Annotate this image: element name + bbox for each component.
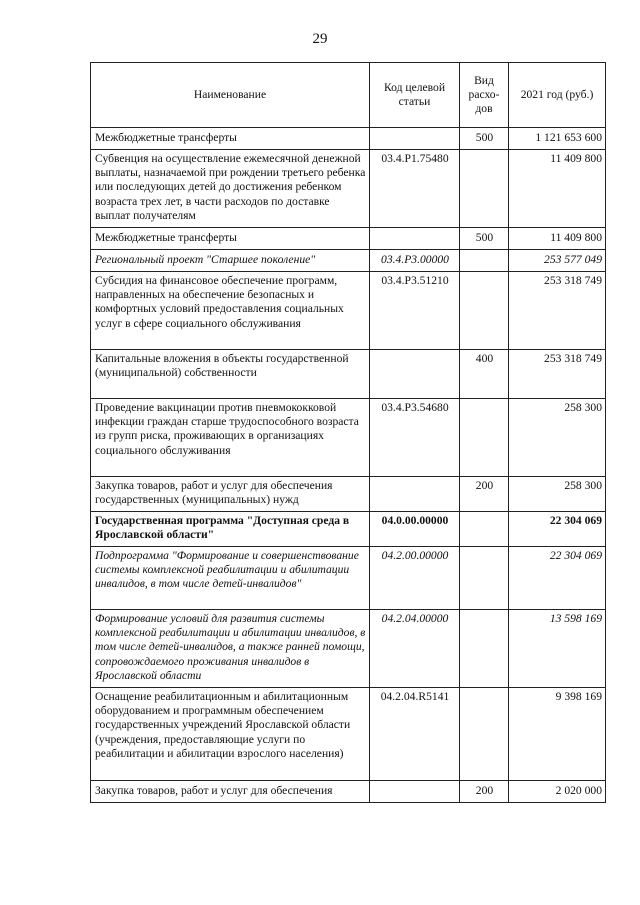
row-name: Закупка товаров, работ и услуг для обеспечения государственных (муниципальных) нужд [91,477,370,512]
row-type: 200 [460,477,509,512]
row-amount: 258 300 [509,477,606,512]
table-row [91,228,606,250]
row-name: Закупка товаров, работ и услуг для обеспечения [91,781,370,803]
row-name: Межбюджетные трансферты [91,128,370,150]
row-amount: 22 304 069 [509,547,606,610]
row-type: 200 [460,781,509,803]
row-name: Капитальные вложения в объекты государственной (муниципальной) собственности [91,350,370,399]
table-row [91,512,606,547]
row-amount: 1 121 653 600 [509,128,606,150]
row-amount: 2 020 000 [509,781,606,803]
table-row [91,610,606,688]
budget-table [90,62,606,803]
row-name: Субсидия на финансовое обеспечение программ, направленных на обеспечение безопасных и комфортных условий предоставления социальных услуг в сфере социального обслуживания [91,272,370,350]
row-type [460,610,509,688]
row-type [460,250,509,272]
row-name: Проведение вакцинации против пневмококковой инфекции граждан старше трудоспособного возраста из групп риска, проживающих в организациях социального обслуживания [91,399,370,477]
row-name: Оснащение реабилитационным и абилитационным оборудованием и программным обеспечением государственных учреждений Ярославской области (учреждения, предоставляющие услуги по реабилитации и абилитации взрослого населения) [91,688,370,781]
row-type [460,512,509,547]
table-row [91,150,606,228]
row-type [460,688,509,781]
row-code: 03.4.P3.54680 [370,399,460,477]
header-type: Вид расхо-дов [460,63,509,128]
table-row [91,688,606,781]
row-amount: 22 304 069 [509,512,606,547]
row-amount: 11 409 800 [509,228,606,250]
row-code: 04.2.04.00000 [370,610,460,688]
row-amount: 253 318 749 [509,272,606,350]
row-code: 04.2.00.00000 [370,547,460,610]
row-code [370,350,460,399]
row-code [370,228,460,250]
row-code: 03.4.P3.00000 [370,250,460,272]
row-name: Региональный проект "Старшее поколение" [91,250,370,272]
header-code: Код целевой статьи [370,63,460,128]
header-amount: 2021 год (руб.) [509,63,606,128]
row-code [370,781,460,803]
row-name: Государственная программа "Доступная среда в Ярославской области" [91,512,370,547]
row-type [460,399,509,477]
table-row [91,272,606,350]
row-type: 500 [460,228,509,250]
table-row [91,547,606,610]
row-amount: 258 300 [509,399,606,477]
row-amount: 13 598 169 [509,610,606,688]
header-name: Наименование [91,63,370,128]
row-code [370,477,460,512]
row-type [460,547,509,610]
row-type [460,272,509,350]
page-number: 29 [312,31,328,47]
row-code: 03.4.P3.51210 [370,272,460,350]
row-code: 04.0.00.00000 [370,512,460,547]
table-row [91,250,606,272]
row-type [460,150,509,228]
table-row [91,128,606,150]
row-amount: 9 398 169 [509,688,606,781]
row-code: 03.4.P1.75480 [370,150,460,228]
row-name: Межбюджетные трансферты [91,228,370,250]
table-row [91,781,606,803]
row-amount: 11 409 800 [509,150,606,228]
table-row [91,477,606,512]
row-code [370,128,460,150]
table-header-row [91,63,606,128]
row-type: 500 [460,128,509,150]
table-row [91,399,606,477]
row-code: 04.2.04.R5141 [370,688,460,781]
row-name: Подпрограмма "Формирование и совершенствование системы комплексной реабилитации и абилитации инвалидов, в том числе детей-инвалидов" [91,547,370,610]
row-name: Субвенция на осуществление ежемесячной денежной выплаты, назначаемой при рождении третьего ребенка или последующих детей до достижения ребенком возраста трех лет, в части расходов по доставке выплат получателям [91,150,370,228]
row-amount: 253 577 049 [509,250,606,272]
row-name: Формирование условий для развития системы комплексной реабилитации и абилитации инвалидов, в том числе детей-инвалидов, а также ранней помощи, сопровождаемого проживания инвалидов в Ярославской области [91,610,370,688]
table-row [91,350,606,399]
row-amount: 253 318 749 [509,350,606,399]
row-type: 400 [460,350,509,399]
